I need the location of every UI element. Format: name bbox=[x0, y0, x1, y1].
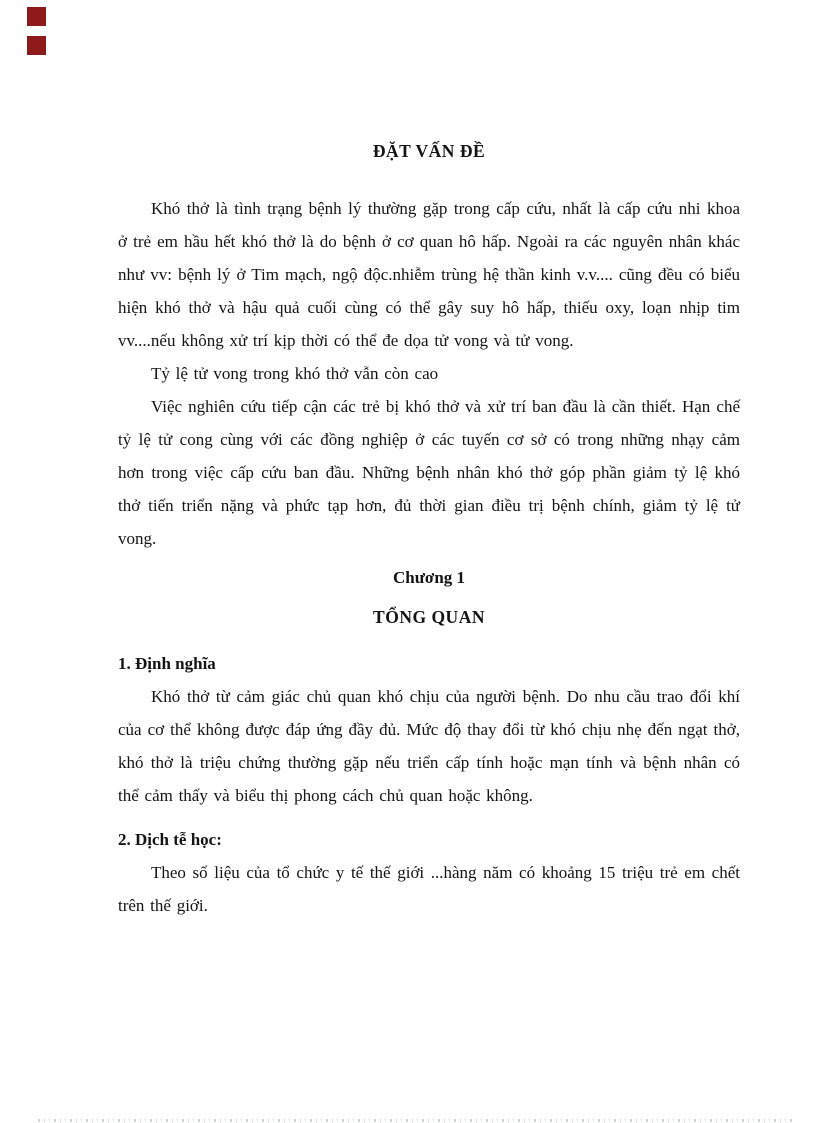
chapter-label: Chương 1 bbox=[392, 568, 466, 587]
intro-paragraph-3: Việc nghiên cứu tiếp cận các trẻ bị khó thở và xử trí ban đầu là cần thiết. Hạn chế tỷ lệ tử cong cùng với các đồng nghiệp ở các tuyến cơ sở có trong những nhạy cảm hơn trong việc cấp cứu ban đầu. Những bệnh nhân khó thở góp phần giảm tỷ lệ khó thở tiến triển nặng và phức tạp hơn, đủ thời gian điều trị bệnh chính, giảm tỷ lệ tử vong. bbox=[118, 397, 740, 548]
section-heading-epidemiology: 2. Dịch tễ học: bbox=[118, 830, 222, 849]
document-body bbox=[0, 135, 816, 922]
chapter-title: TỔNG QUAN bbox=[373, 607, 485, 627]
definition-paragraph: Khó thở từ cảm giác chủ quan khó chịu của người bệnh. Do nhu cầu trao đổi khí của cơ thể không được đáp ứng đầy đủ. Mức độ thay đổi từ khó chịu nhẹ đến ngạt thở, khó thở là triệu chứng thường gặp nếu triển cấp tính hoặc mạn tính và bệnh nhân có thể cảm thấy và biểu thị phong cách chủ quan hoặc không. bbox=[118, 687, 740, 805]
corner-marker-icon bbox=[27, 7, 46, 26]
document-title: ĐẶT VẤN ĐỀ bbox=[372, 141, 486, 161]
corner-marker-icon bbox=[27, 36, 46, 55]
epidemiology-paragraph: Theo số liệu của tổ chức y tế thế giới ...hàng năm có khoảng 15 triệu trẻ em chết trên thế giới. bbox=[118, 863, 740, 915]
section-heading-definition: 1. Định nghĩa bbox=[118, 654, 216, 673]
bottom-edge-artifact bbox=[38, 1119, 792, 1122]
intro-paragraph-2: Tỷ lệ tử vong trong khó thở vẫn còn cao bbox=[151, 364, 439, 383]
intro-paragraph-1: Khó thở là tình trạng bệnh lý thường gặp trong cấp cứu, nhất là cấp cứu nhi khoa ở trẻ em hầu hết khó thở là do bệnh ở cơ quan hô hấp. Ngoài ra các nguyên nhân khác như vv: bệnh lý ở Tim mạch, ngộ độc.nhiễm trùng hệ thần kinh v.v.... cũng đều có biểu hiện khó thở và hậu quả cuối cùng có thể gây suy hô hấp, thiếu oxy, loạn nhịp tim vv....nếu không xử trí kịp thời có thể đe dọa tử vong và tử vong. bbox=[118, 199, 740, 350]
